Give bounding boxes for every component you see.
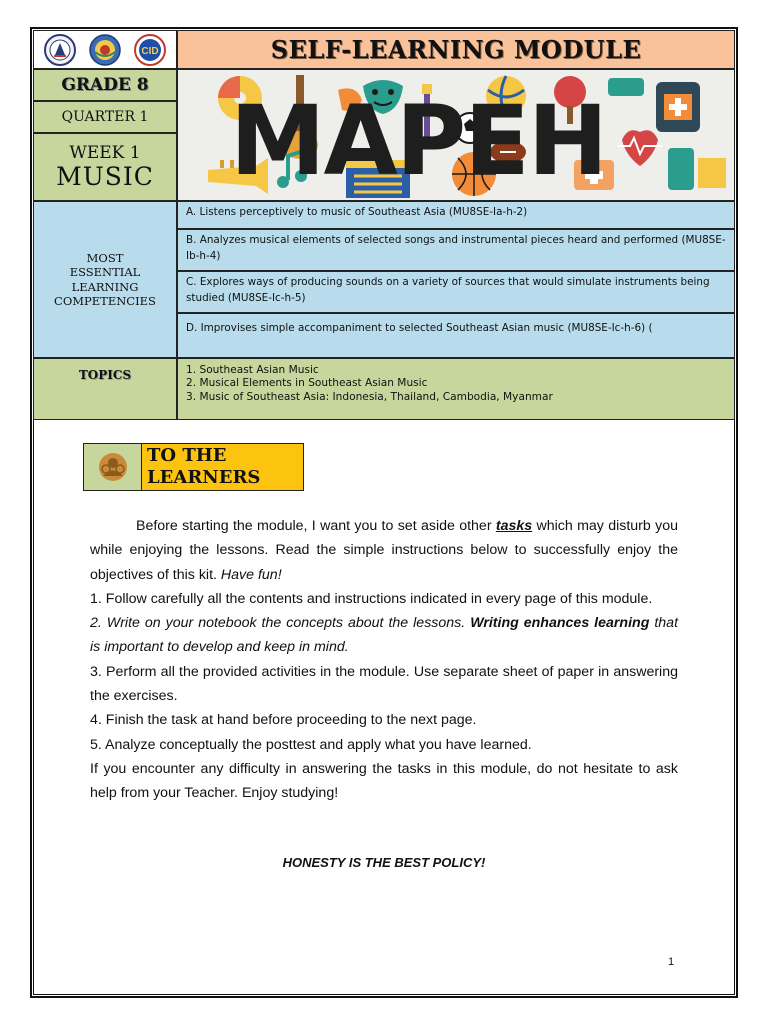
cid-logo-icon <box>134 34 166 66</box>
topics-list <box>177 358 735 420</box>
week-label: WEEK 1 <box>69 142 141 163</box>
grade-cell <box>33 69 177 101</box>
topics-label-cell <box>33 358 177 420</box>
competency-d: D. Improvises simple accompaniment to selected Southeast Asian music (MU8SE-Ic-h-6) ( <box>177 313 735 358</box>
svg-text:CID: CID <box>141 45 159 57</box>
mapeh-word: MAPEH <box>230 85 607 197</box>
mapeh-banner <box>177 69 735 201</box>
melc-label: MOST ESSENTIAL LEARNING COMPETENCIES <box>54 250 156 308</box>
competency-b: B. Analyzes musical elements of selected songs and instrumental pieces heard and performed (MU8SE-Ib-h-4) <box>177 229 735 271</box>
have-fun-text: Have fun! <box>220 566 282 583</box>
deped-seal-icon <box>44 34 76 66</box>
instruction-item-3: 3. Perform all the provided activities in the module. Use separate sheet of paper in answering the exercises. <box>90 663 678 705</box>
division-seal-icon <box>89 34 121 66</box>
tasks-emphasis: tasks <box>495 518 533 534</box>
logo-strip <box>33 30 177 69</box>
closing-paragraph: If you encounter any difficulty in answering the tasks in this module, do not hesitate to ask help from your Teacher. Enjoy studying! <box>90 760 678 802</box>
instruction-item-2: 2. Write on your notebook the concepts about the lessons. Writing enhances learning that is important to develop and keep in mind. <box>90 615 679 656</box>
topic-item: 2. Musical Elements in Southeast Asian Music <box>186 377 428 390</box>
week-subject-cell <box>33 133 177 201</box>
module-title-cell <box>177 30 735 69</box>
module-title: SELF-LEARNING MODULE <box>270 35 642 64</box>
instruction-item-1: 1. Follow carefully all the contents and instructions indicated in every page of this module. <box>90 590 653 607</box>
learner-icon-box <box>84 444 142 490</box>
melc-label-cell <box>33 201 177 358</box>
competency-c: C. Explores ways of producing sounds on a variety of sources that would simulate instruments being studied (MU8SE-Ic-h-5) <box>177 271 735 313</box>
subject-label: MUSIC <box>56 161 154 191</box>
topic-item: 1. Southeast Asian Music <box>186 364 319 376</box>
to-the-learners-heading <box>83 443 304 491</box>
quarter-label: QUARTER 1 <box>61 109 149 125</box>
to-the-learners-title: TO THE LEARNERS <box>142 444 303 490</box>
grade-label: GRADE 8 <box>61 75 149 95</box>
juice-glass-icon <box>698 158 726 188</box>
instruction-item-4: 4. Finish the task at hand before proceeding to the next page. <box>90 712 477 729</box>
writing-enhances-emphasis: Writing enhances learning <box>470 615 650 632</box>
topic-item: 3. Music of Southeast Asia: Indonesia, Thailand, Cambodia, Myanmar <box>186 390 553 403</box>
quarter-cell <box>33 101 177 133</box>
learner-person-icon <box>94 451 132 483</box>
instruction-item-5: 5. Analyze conceptually the posttest and apply what you have learned. <box>90 736 532 753</box>
mapeh-illustration <box>178 70 735 201</box>
competency-a: A. Listens perceptively to music of Southeast Asia (MU8SE-Ia-h-2) <box>177 201 735 229</box>
intro-paragraph: Before starting the module, I want you to set aside other tasks which may disturb you while enjoying the lessons. Read the simple instructions below to successfully enjoy the objectives of this kit. Have fun! <box>90 518 678 583</box>
learner-instructions <box>90 514 678 806</box>
topics-label: TOPICS <box>78 368 132 382</box>
page-number: 1 <box>668 956 675 968</box>
honesty-motto: HONESTY IS THE BEST POLICY! <box>282 855 486 870</box>
